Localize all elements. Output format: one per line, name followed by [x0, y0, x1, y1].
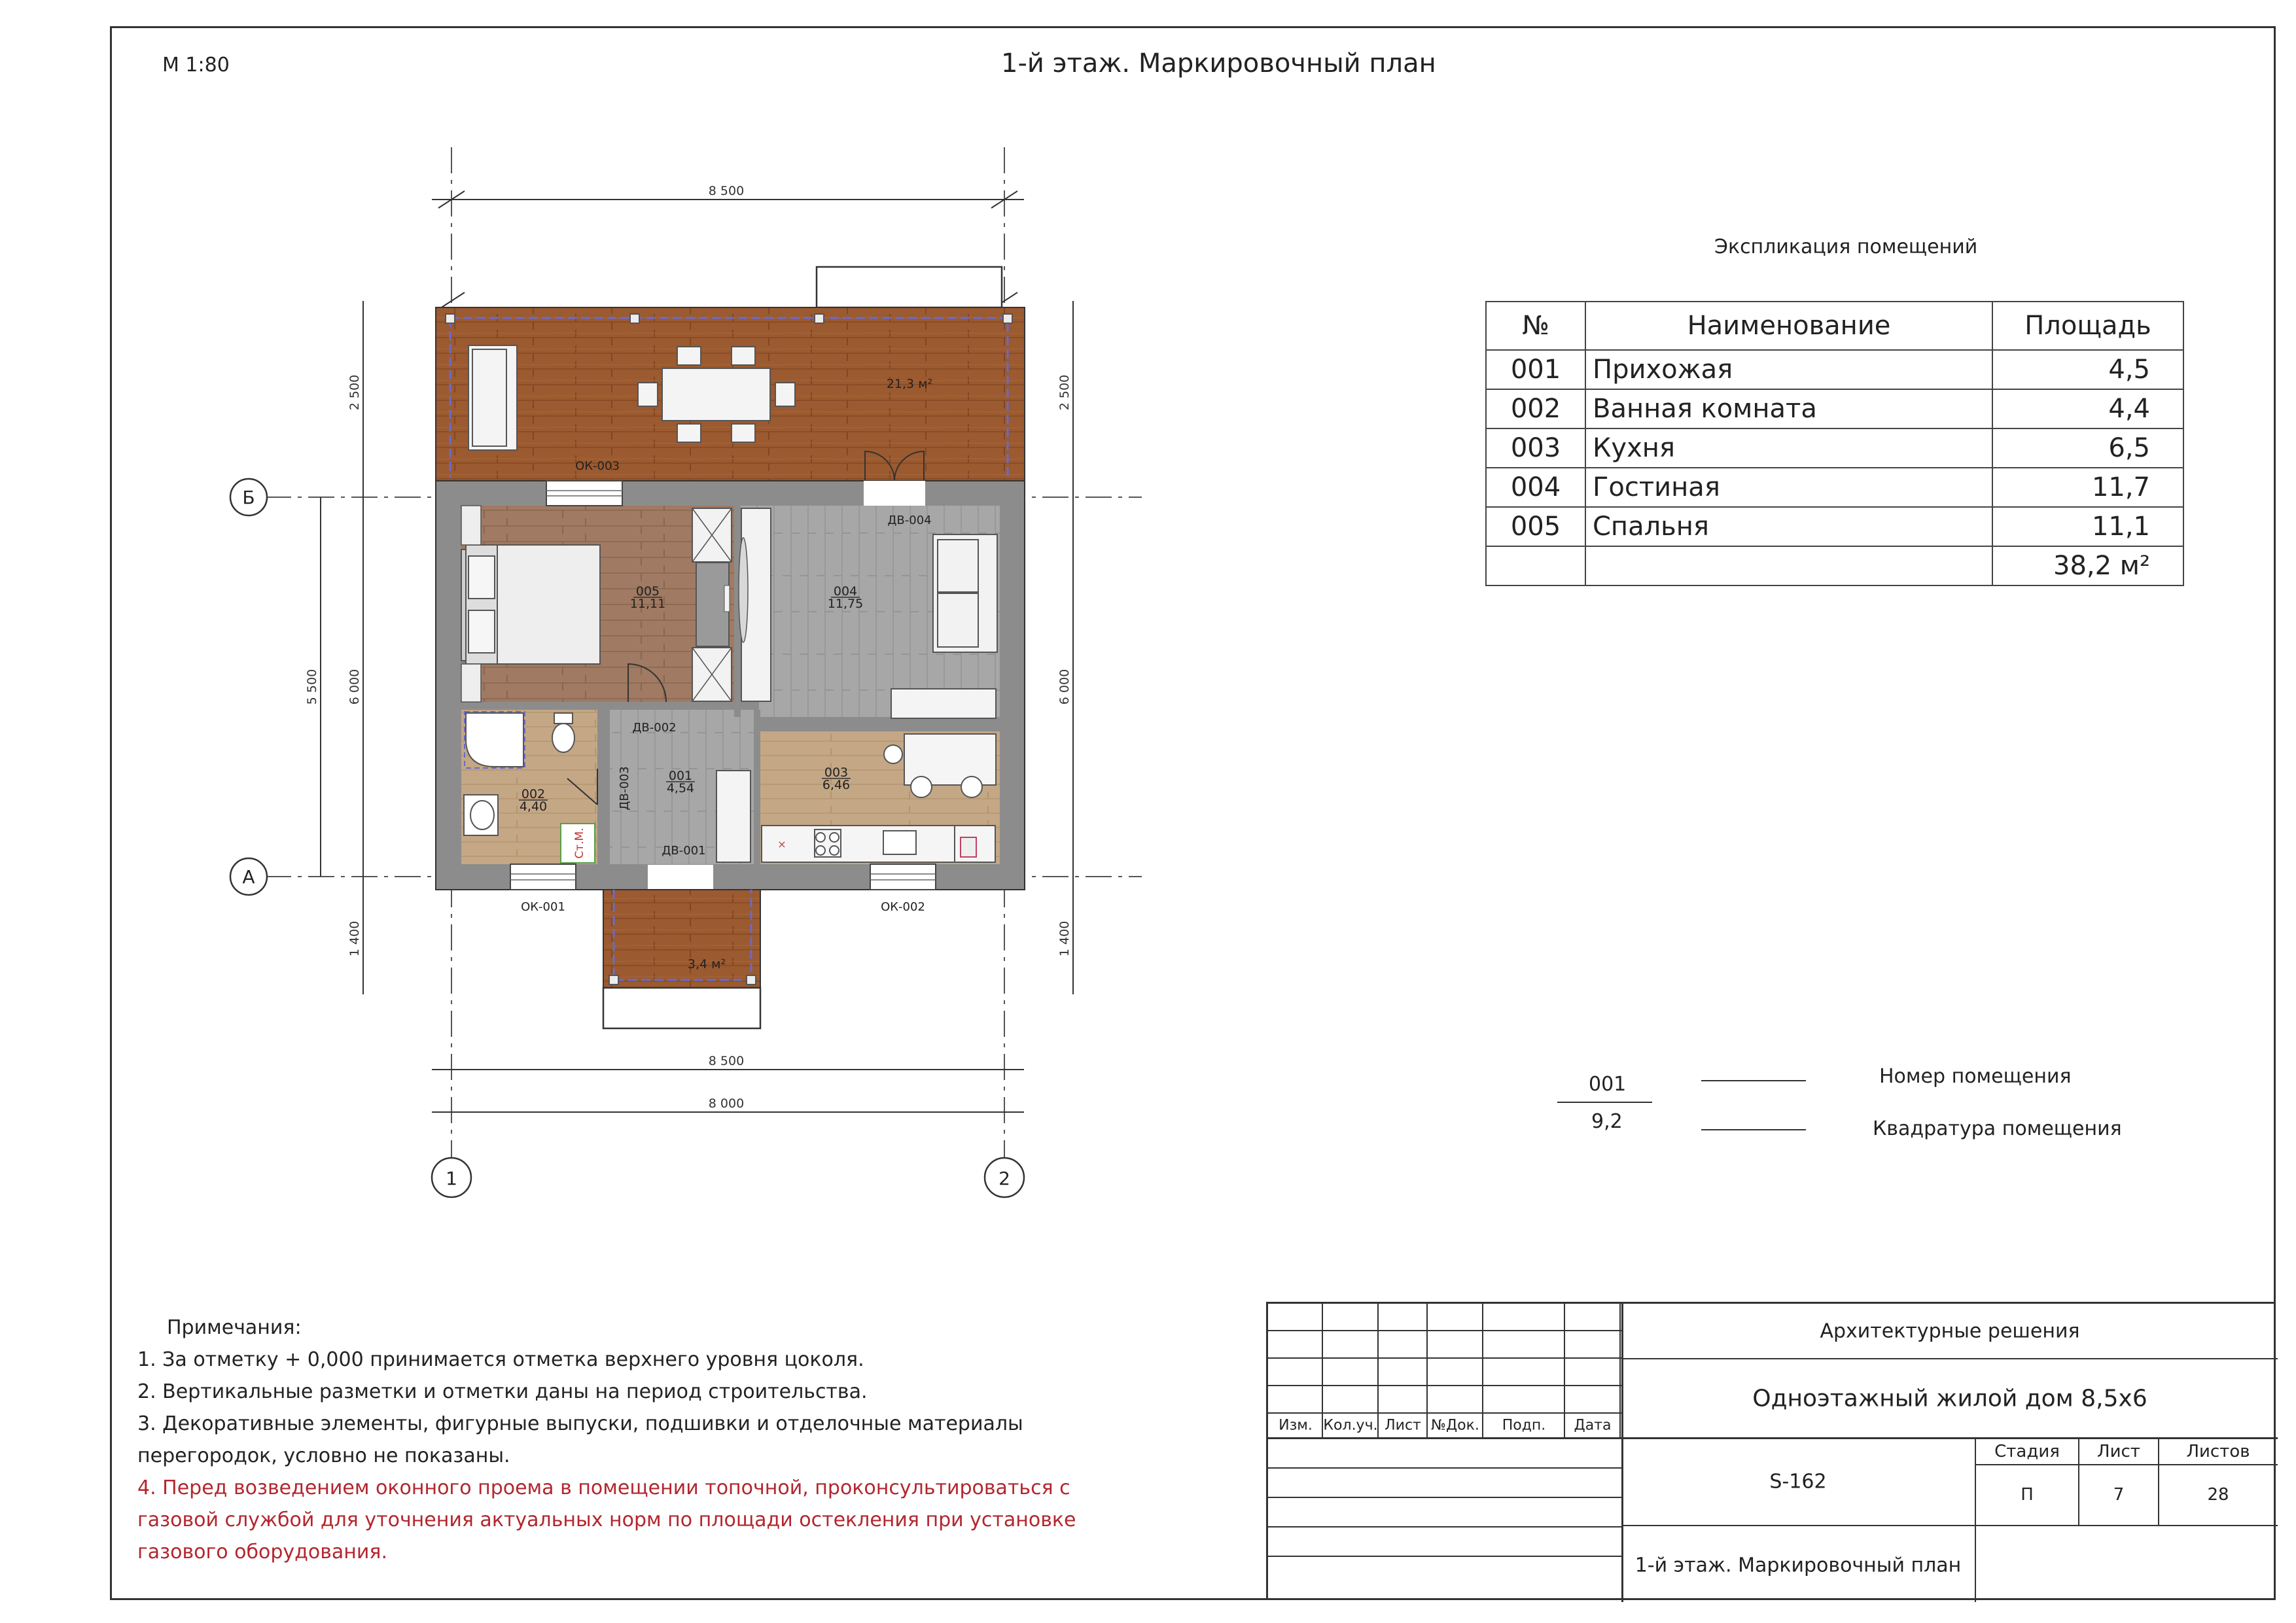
- dim-left-inner: 5 500: [305, 669, 319, 705]
- sheet-title: 1-й этаж. Маркировочный план: [1001, 48, 1436, 79]
- tb-col-doc: №Док.: [1431, 1417, 1479, 1434]
- table-row: [1486, 428, 2183, 468]
- living-sofa: [933, 534, 997, 652]
- row-num: 005: [1486, 507, 1585, 546]
- header-area: Площадь: [1992, 302, 2183, 350]
- tb-sheets-label: Листов: [2186, 1442, 2250, 1461]
- window-ok-003: [546, 481, 622, 506]
- title-block: [1266, 1302, 2276, 1600]
- room-005-area: 11,11: [629, 597, 666, 611]
- tb-stage-label: Стадия: [1994, 1442, 2060, 1461]
- dim-right-total: 6 000: [1057, 669, 1072, 705]
- tb-project: Одноэтажный жилой дом 8,5х6: [1752, 1385, 2147, 1412]
- room-001-area: 4,54: [666, 781, 695, 795]
- tb-col-podp: Подп.: [1502, 1417, 1546, 1434]
- row-num: 004: [1486, 468, 1585, 507]
- legend-num: 001: [1589, 1073, 1627, 1096]
- note-3a: 3. Декоративные элементы, фигурные выпуски, подшивки и отделочные материалы: [137, 1412, 1023, 1435]
- bed: [461, 545, 600, 664]
- table-row: [1486, 507, 2183, 546]
- dim-left-total: 6 000: [347, 669, 362, 705]
- tb-col-data: Дата: [1574, 1417, 1612, 1434]
- table-row: [1486, 468, 2183, 507]
- row-name: Гостиная: [1585, 468, 1992, 507]
- porch-step: [603, 988, 760, 1028]
- shower: [466, 713, 523, 767]
- tb-col-list: Лист: [1385, 1417, 1421, 1434]
- window-ok-002: [870, 864, 936, 890]
- notes-heading: Примечания:: [167, 1316, 302, 1339]
- door-dv-004: [864, 481, 925, 506]
- axis-label-1: 1: [446, 1168, 457, 1189]
- terrace-sofa: [468, 345, 517, 450]
- room-005-num: 005: [635, 584, 660, 599]
- note-4b: газовой службой для уточнения актуальных норм по площади остекления при установке: [137, 1509, 1076, 1531]
- label-dv-004: ДВ-004: [887, 514, 932, 527]
- note-4c: газового оборудования.: [137, 1541, 388, 1563]
- row-name: Прихожая: [1585, 350, 1992, 389]
- sink: [464, 795, 498, 835]
- window-ok-001: [510, 864, 576, 890]
- legend-area: 9,2: [1591, 1110, 1623, 1133]
- legend-num-label: Номер помещения: [1879, 1065, 2072, 1088]
- notes: [137, 1312, 1076, 1568]
- label-ok-001: ОК-001: [521, 900, 565, 914]
- table-row: [1486, 389, 2183, 428]
- tb-sheet-label: Лист: [2097, 1442, 2140, 1461]
- axis-label-a: А: [242, 866, 255, 888]
- label-dv-002: ДВ-002: [632, 721, 677, 735]
- dim-right-terrace: 2 500: [1057, 374, 1072, 411]
- row-name: Спальня: [1585, 507, 1992, 546]
- room-004-num: 004: [833, 584, 858, 599]
- tb-col-koluch: Кол.уч.: [1323, 1417, 1378, 1434]
- room-003-area: 6,46: [822, 778, 851, 792]
- tb-sheet: 7: [2113, 1485, 2125, 1505]
- room-002-num: 002: [521, 787, 546, 801]
- label-ok-003: ОК-003: [575, 459, 620, 473]
- riser-label: Ст.М.: [573, 828, 586, 859]
- row-area: 4,4: [1992, 389, 2183, 428]
- terrace-step: [817, 267, 1002, 307]
- note-4a: 4. Перед возведением оконного проема в помещении топочной, проконсультироваться с: [137, 1476, 1070, 1499]
- tb-stage: П: [2021, 1485, 2034, 1505]
- terrace-area: 21,3 м²: [886, 377, 933, 391]
- row-area: 11,1: [1992, 507, 2183, 546]
- note-2: 2. Вертикальные разметки и отметки даны на период строительства.: [137, 1380, 868, 1403]
- label-dv-001: ДВ-001: [662, 844, 706, 858]
- porch-floor: [603, 890, 760, 988]
- total-area: 38,2 м²: [1992, 546, 2183, 585]
- room-002-area: 4,40: [519, 799, 548, 814]
- dim-right-porch: 1 400: [1057, 920, 1072, 957]
- table-row: [1486, 350, 2183, 389]
- row-num: 001: [1486, 350, 1585, 389]
- row-area: 6,5: [1992, 428, 2183, 468]
- note-1: 1. За отметку + 0,000 принимается отметка верхнего уровня цоколя.: [137, 1348, 864, 1371]
- explication-title: Экспликация помещений: [1714, 236, 1978, 258]
- tb-section: Архитектурные решения: [1820, 1319, 2080, 1343]
- tb-code: S-162: [1769, 1470, 1827, 1493]
- dim-bottom-total: 8 500: [708, 1054, 745, 1068]
- tb-col-izm: Изм.: [1279, 1417, 1313, 1434]
- room-004-area: 11,75: [827, 597, 864, 611]
- row-num: 003: [1486, 428, 1585, 468]
- row-name: Кухня: [1585, 428, 1992, 468]
- tb-drawing: 1-й этаж. Маркировочный план: [1634, 1554, 1962, 1577]
- tb-sheets: 28: [2207, 1485, 2229, 1505]
- dim-bottom-inner: 8 000: [708, 1096, 745, 1111]
- axis-label-b: Б: [242, 487, 255, 508]
- scale-label: М 1:80: [162, 54, 230, 77]
- room-001-num: 001: [668, 769, 693, 783]
- porch-area: 3,4 м²: [687, 957, 726, 971]
- svg-text:×: ×: [777, 838, 786, 850]
- axis-label-2: 2: [998, 1168, 1010, 1189]
- label-dv-003: ДВ-003: [618, 766, 631, 811]
- row-area: 11,7: [1992, 468, 2183, 507]
- note-3b: перегородок, условно не показаны.: [137, 1444, 510, 1467]
- dim-left-terrace: 2 500: [347, 374, 362, 411]
- room-003-num: 003: [824, 765, 849, 780]
- header-num: №: [1486, 302, 1585, 350]
- dim-top-total: 8 500: [708, 184, 745, 198]
- header-name: Наименование: [1585, 302, 1992, 350]
- legend-area-label: Квадратура помещения: [1873, 1117, 2122, 1140]
- row-name: Ванная комната: [1585, 389, 1992, 428]
- row-num: 002: [1486, 389, 1585, 428]
- table-total-row: [1486, 546, 2183, 585]
- explication-table: [1485, 301, 2184, 586]
- row-area: 4,5: [1992, 350, 2183, 389]
- toilet: [552, 713, 574, 752]
- label-ok-002: ОК-002: [881, 900, 925, 914]
- dim-left-porch: 1 400: [347, 920, 362, 957]
